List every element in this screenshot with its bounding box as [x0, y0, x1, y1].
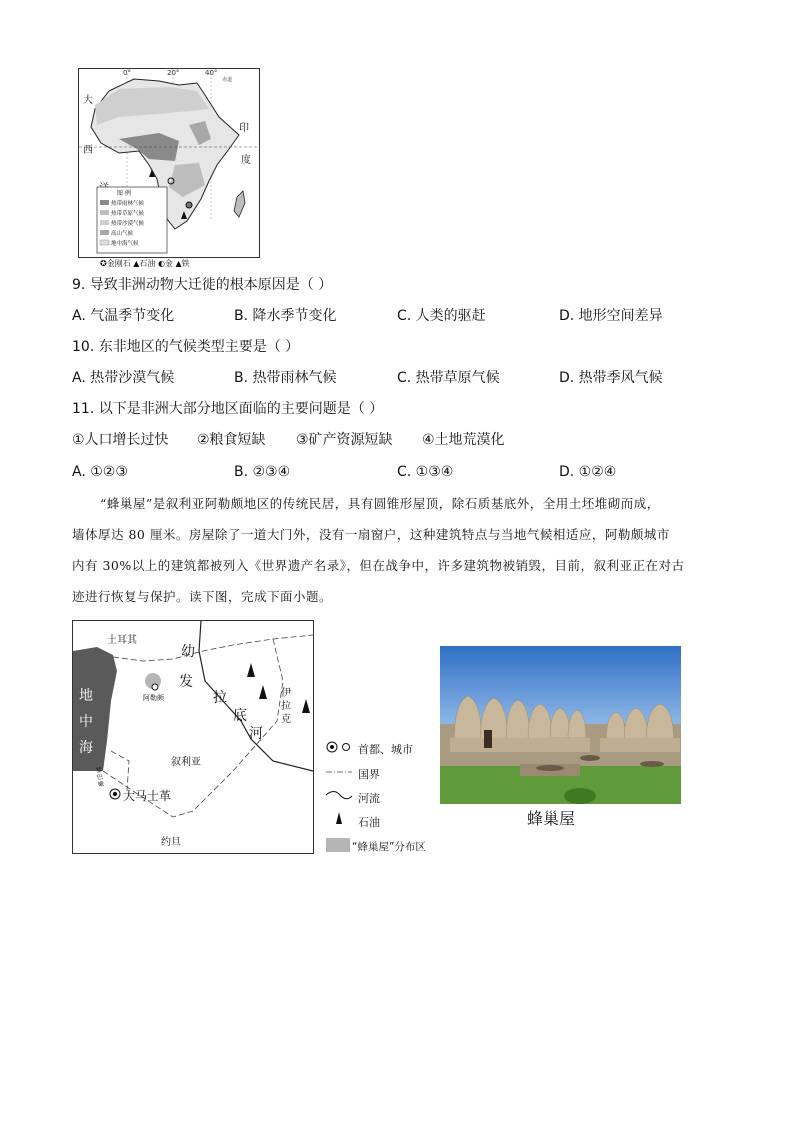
q11-option-c[interactable]: C. ①③④ [397, 464, 454, 480]
syria-label: 叙利亚 [171, 757, 201, 768]
legend-rainforest: 热带雨林气候 [111, 201, 145, 207]
jordan-label: 约旦 [161, 837, 181, 848]
question-9-stem: 9. 导致非洲动物大迁徙的根本原因是（ ） [72, 277, 333, 293]
border-turkey [113, 635, 313, 661]
euphrates-char-3: 拉 [213, 690, 227, 706]
border-lebanon [111, 751, 129, 791]
q10-option-b[interactable]: B. 热带雨林气候 [234, 370, 337, 386]
legend-savanna: 热带草原气候 [111, 211, 145, 217]
hive-house-photo [440, 646, 681, 804]
equator-label: 赤道 [222, 77, 233, 83]
photo-svg [440, 646, 681, 804]
passage-line-3: 内有 30%以上的建筑都被列入《世界遗产名录》，但在战争中，许多建筑物被销毁，目前，叙利亚正在对古 [72, 558, 685, 573]
q9-option-b[interactable]: B. 降水季节变化 [234, 308, 337, 324]
sea-char-2: 中 [79, 714, 93, 730]
legend-swatch-desert [100, 220, 109, 225]
q11-option-d[interactable]: D. ①②④ [559, 464, 617, 480]
turkey-label: 土耳其 [107, 635, 137, 646]
africa-resource-legend: ✪金刚石 ▲石油 ◐金 ▲铁 [100, 259, 190, 268]
border-iraq [193, 639, 283, 811]
euphrates-char-2: 发 [179, 674, 193, 690]
legend-symbols [324, 738, 354, 858]
oil-legend-symbol [336, 812, 342, 824]
syria-map-legend [324, 738, 444, 858]
q11-item-2: ②粮食短缺 [197, 432, 266, 448]
oil-symbol-2 [259, 685, 267, 699]
q10-option-c[interactable]: C. 热带草原气候 [397, 370, 500, 386]
euphrates-char-5: 河 [249, 726, 263, 742]
city-symbol [343, 744, 350, 751]
legend-swatch-mediterranean [100, 240, 109, 245]
lon-label-20: 20° [167, 69, 180, 77]
q11-item-4: ④土地荒漠化 [422, 432, 505, 448]
legend-mediterranean: 地中海气候 [111, 241, 139, 247]
euphrates-char-4: 底 [233, 708, 247, 724]
legend-swatch-highland [100, 230, 109, 235]
iraq-label [281, 687, 293, 726]
legend-oil-label: 石油 [358, 816, 380, 829]
iraq-char-2: 拉 [281, 701, 291, 712]
sea-char-1: 地 [79, 688, 93, 704]
ocean-label-du: 度 [241, 155, 251, 166]
africa-map-svg [79, 69, 259, 257]
photo-table-2 [640, 761, 664, 767]
passage-line-4: 迹进行恢复与保护。读下图，完成下面小题。 [72, 589, 333, 604]
madagascar [234, 191, 245, 217]
photo-door [484, 730, 492, 748]
legend-swatch-rainforest [100, 200, 109, 205]
photo-table-1 [536, 765, 564, 771]
sea-label [79, 683, 95, 761]
photo-shrub [564, 788, 596, 804]
q11-item-3: ③矿产资源短缺 [296, 432, 393, 448]
legend-capital-label: 首都、城市 [358, 743, 413, 756]
river-symbol [326, 792, 352, 799]
iraq-char-1: 伊 [281, 688, 291, 699]
q10-option-d[interactable]: D. 热带季风气候 [559, 370, 663, 386]
q9-option-c[interactable]: C. 人类的驱赶 [397, 308, 486, 324]
q11-option-b[interactable]: B. ②③④ [234, 464, 291, 480]
ocean-label-yin: 印 [239, 123, 249, 134]
legend-swatch-savanna [100, 210, 109, 215]
q11-option-a[interactable]: A. ①②③ [72, 464, 128, 480]
question-10-stem: 10. 东非地区的气候类型主要是（ ） [72, 339, 300, 355]
legend-hive-label: “蜂巢屋”分布区 [352, 841, 426, 853]
legend-highland: 高山气候 [111, 231, 134, 237]
legend-desert: 热带沙漠气候 [111, 221, 145, 227]
oil-symbol-1 [247, 663, 255, 677]
photo-table-3 [580, 755, 600, 761]
photo-wall-right [600, 738, 680, 752]
passage-line-2: 墙体厚达 80 厘米。房屋除了一道大门外，没有一扇窗户，这种建筑特点与当地气候相适应，阿勒颇城市 [72, 527, 670, 542]
sea-char-3: 海 [79, 740, 93, 756]
damascus-label: 大马士革 [123, 789, 172, 803]
ocean-label-xi: 西 [83, 145, 93, 156]
hive-area-symbol [326, 838, 350, 852]
q9-option-d[interactable]: D. 地形空间差异 [559, 308, 663, 324]
aleppo-city-dot [152, 684, 158, 690]
q9-option-a[interactable]: A. 气温季节变化 [72, 308, 175, 324]
damascus-marker-dot [113, 792, 117, 796]
legend-border-label: 国界 [358, 768, 380, 781]
legend-river-label: 河流 [358, 792, 380, 805]
lon-label-40: 40° [205, 69, 218, 77]
africa-legend-title: 图 例 [117, 190, 131, 197]
oil-symbol-3 [302, 699, 310, 713]
capital-symbol-dot [330, 745, 334, 749]
syria-map [72, 620, 314, 854]
africa-climate-map [78, 68, 260, 258]
photo-wall-left [450, 738, 590, 752]
euphrates-char-1: 幼 [181, 644, 195, 660]
ocean-label-da: 大 [83, 95, 93, 106]
iraq-char-3: 克 [281, 714, 291, 725]
lebanon-label: 黎巴嫩 [95, 766, 105, 789]
photo-caption: 蜂巢屋 [527, 809, 576, 828]
q10-option-a[interactable]: A. 热带沙漠气候 [72, 370, 175, 386]
passage-line-1: “蜂巢屋”是叙利亚阿勒颇地区的传统民居，具有圆锥形屋顶，除石质基底外，全用土坯堆砌而成， [100, 496, 660, 511]
q11-item-1: ①人口增长过快 [72, 432, 169, 448]
aleppo-label: 阿勒颇 [143, 694, 164, 702]
lon-label-0: 0° [123, 69, 131, 77]
question-11-stem: 11. 以下是非洲大部分地区面临的主要问题是（ ） [72, 401, 384, 417]
gold-symbol [186, 202, 192, 208]
